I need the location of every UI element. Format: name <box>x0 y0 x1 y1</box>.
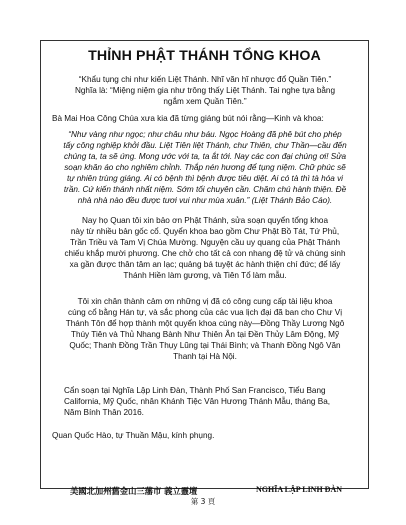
paragraph-line: Quốc; Thanh Đồng Trần Thụy Lũng tại Thái Bình; và Thanh Đồng Ngô Văn <box>69 341 341 350</box>
footer-temple-name: NGHĨA LẬP LINH ĐÀN <box>256 485 343 494</box>
quote-two-line: soạn khăn áo cho nghiêm chỉnh. Thắp nén hương để tụng niệm. Chữ phúc sẽ <box>64 163 346 172</box>
page-number: 第 3 頁 <box>190 497 216 506</box>
intro-text: Bà Mai Hoa Công Chúa xưa kia đã từng giáng bút nói rằng—Kinh và khoa: <box>52 114 324 123</box>
quote-two-line: “Như vàng như ngọc; như châu như báu. Ngọc Hoàng đã phê bút cho phép <box>68 130 342 139</box>
paragraph-line: Tôi xin chân thành cảm ơn những vị đã có công cung cấp tài liệu khoa <box>77 297 333 306</box>
quote-two-line: tấy công nghiệp khởi đầu. Liệt Tiên liệt Thánh, chư Thiên, chư Thần—cầu đến <box>63 141 347 150</box>
signature-text: Quan Quốc Hào, tự Thuần Mậu, kính phụng. <box>52 431 215 440</box>
paragraph-line: Nay họ Quan tôi xin bảo ơn Phật Thánh, sửa soạn quyển tổng khoa <box>81 216 329 225</box>
paragraph-line: California, Mỹ Quốc, nhân Khánh Tiệc Vân Hương Thánh Mẫu, tháng Ba, <box>64 397 331 406</box>
quote-two-line: trần. Cứ kiến thánh nhất niệm. Sớm tối chuyên cần. Chăm chú hành thiện. Đề <box>63 185 347 194</box>
quote-two-line: tự nhiên trùng giáng. Ai có bệnh thì bệnh được tiêu diệt. Ai có tà thì tà hóa vi <box>67 174 343 183</box>
paragraph-line: Thúy Tiên và Thủ Nhang Bành Như Thiên Ân tại Đền Thủy Lâm Động, Mỹ <box>70 330 340 339</box>
quote-two-line: nhà nhà nào đều được tươi vui như mùa xuân.” (Liệt Thánh Bảo Cáo). <box>77 196 333 205</box>
paragraph-line: Trần Triều và Tam Vị Chúa Mường. Nguyện cầu uy quang của Phật Thánh <box>69 238 341 247</box>
quote-two-line: chúng ta, ta sẽ ứng. Mong ước với ta, ta ắt tới. Nay các con đại chúng ơi! Sửa <box>63 152 347 161</box>
quote-one-line: ngắm xem Quần Tiên.” <box>163 97 247 106</box>
paragraph-line: Thánh Tôn để hợp thành một quyển khoa cúng này—Đồng Thầy Lương Ngô <box>65 319 345 328</box>
signature-line <box>52 430 358 441</box>
quote-one-line: “Khẩu tụng chi như kiến Liệt Thánh. Nhĩ văn hĩ nhược đổ Quần Tiên.” <box>78 75 332 84</box>
paragraph-line: chiếu khắp mười phương. Che chở cho tất cả con nhang đệ tử và chúng sinh <box>64 249 346 258</box>
footer-location-chinese: 美國北加州舊金山三藩市 義立靈壇 <box>70 486 198 496</box>
paragraph-line: Năm Bính Thân 2016. <box>64 408 144 417</box>
intro-line <box>52 113 358 124</box>
paragraph-one <box>52 215 358 281</box>
quote-one-line: Nghĩa là: “Miệng niệm gia như trông thấy Liệt Thánh. Tai nghe tựa bằng <box>74 86 336 95</box>
paragraph-line: này từ nhiều bản gốc cổ. Quyển khoa bao gồm Chư Phật Bồ Tát, Tứ Phủ, <box>70 227 340 236</box>
paragraph-line: Thanh tại Hà Nội. <box>173 352 237 361</box>
paragraph-line: cúng cổ bằng Hán tự, và sắc phong của các vua lịch đại đã ban cho Chư Vị <box>67 308 343 317</box>
paragraph-line: Cẩn soạn tại Nghĩa Lập Linh Đàn, Thành Phố San Francisco, Tiểu Bang <box>64 386 326 395</box>
paragraph-line: Thánh Hiền làm gương, và Tiên Tổ làm mẫu. <box>123 271 287 280</box>
paragraph-two <box>52 296 358 362</box>
page-title: THỈNH PHẬT THÁNH TỔNG KHOA <box>88 48 321 64</box>
quote-two <box>52 129 358 206</box>
quote-one <box>52 74 358 107</box>
paragraph-line: xa gần được thân tâm an lạc; quảng bá tuyệt ác hành thiện chí đức; để lấy <box>69 260 341 269</box>
paragraph-three <box>52 385 360 418</box>
